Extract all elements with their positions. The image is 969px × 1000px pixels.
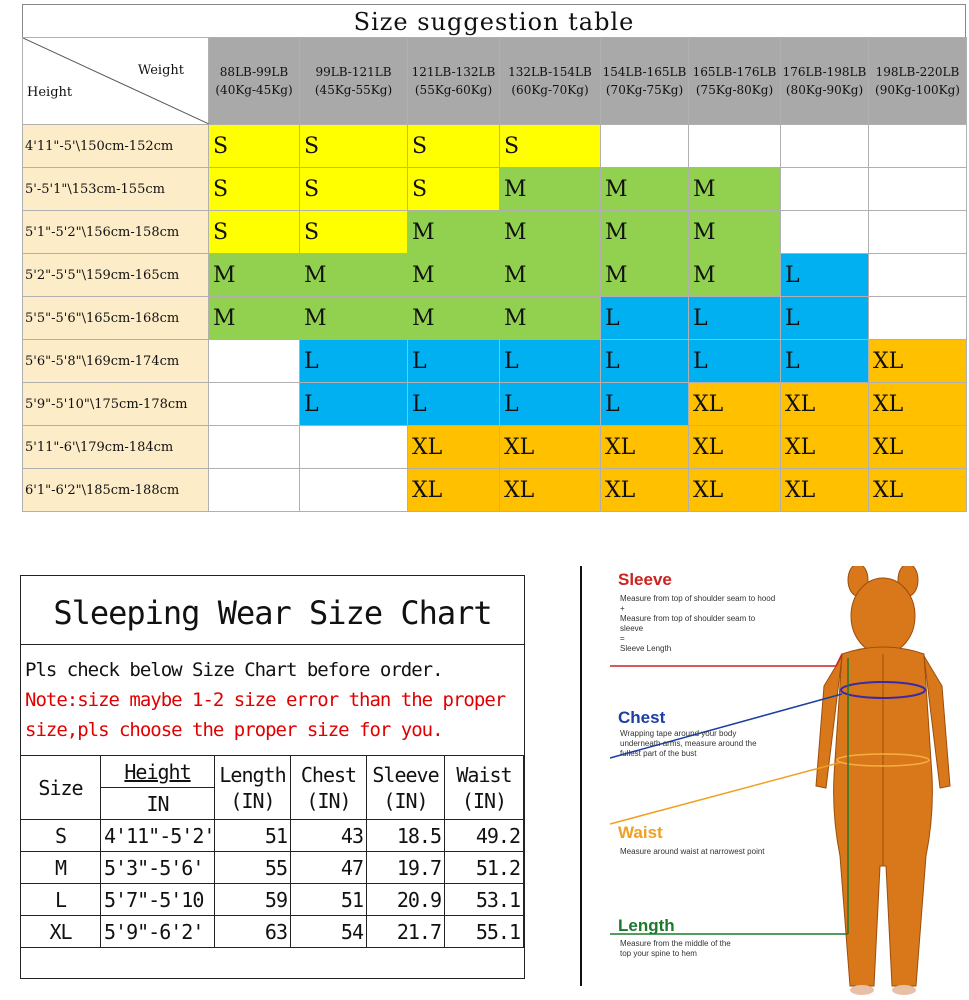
size-row: [23, 211, 967, 254]
error-note-line2: size,pls choose the proper size for you.: [25, 719, 443, 741]
empty-cell: [209, 340, 300, 383]
size-cell: L: [500, 340, 601, 383]
waist-column-header: Waist (IN): [445, 756, 524, 820]
height-cell: 4'11"-5'2': [101, 820, 215, 852]
sleeve-label: Sleeve: [618, 570, 672, 589]
size-cell: XL: [869, 340, 967, 383]
check-note: Pls check below Size Chart before order.: [25, 659, 443, 681]
size-cell: L: [408, 340, 500, 383]
corner-diagonal: [23, 38, 209, 124]
size-row: [23, 383, 967, 426]
size-cell: XL: [408, 426, 500, 469]
size-cell: L: [300, 383, 408, 426]
empty-cell: [869, 297, 967, 340]
size-cell: S: [300, 125, 408, 168]
height-range-cell: 5'11"-6'\179cm-184cm: [23, 426, 209, 469]
chart-title: Sleeping Wear Size Chart: [21, 576, 524, 645]
size-cell: L: [781, 340, 869, 383]
length-column-header: Length (IN): [215, 756, 291, 820]
size-cell: M: [300, 254, 408, 297]
height-cell: 5'9"-6'2': [101, 916, 215, 948]
empty-cell: [869, 168, 967, 211]
length-label: Length: [618, 916, 675, 935]
sleeve-column-header: Sleeve (IN): [367, 756, 445, 820]
size-cell: XL: [869, 469, 967, 512]
size-cell: S: [500, 125, 601, 168]
size-cell: S: [209, 168, 300, 211]
height-cell: 5'3"-5'6': [101, 852, 215, 884]
size-cell: L: [601, 297, 689, 340]
chest-cell: 47: [291, 852, 367, 884]
size-cell: S: [21, 820, 101, 852]
size-cell: S: [408, 125, 500, 168]
empty-cell: [300, 469, 408, 512]
height-cell: 5'7"-5'10: [101, 884, 215, 916]
error-note-line1: Note:size maybe 1-2 size error than the proper: [25, 689, 506, 711]
empty-cell: [781, 168, 869, 211]
weight-header: 132LB-154LB (60Kg-70Kg): [500, 38, 601, 125]
empty-cell: [869, 125, 967, 168]
weight-header: 99LB-121LB (45Kg-55Kg): [300, 38, 408, 125]
table-row: [21, 916, 524, 948]
size-cell: L: [21, 884, 101, 916]
waist-description: Measure around waist at narrowest point: [620, 847, 765, 856]
empty-cell: [209, 469, 300, 512]
size-cell: S: [300, 168, 408, 211]
size-cell: XL: [869, 426, 967, 469]
size-cell: L: [601, 340, 689, 383]
size-row: [23, 426, 967, 469]
size-cell: M: [21, 852, 101, 884]
empty-cell: [869, 254, 967, 297]
weight-header: 154LB-165LB (70Kg-75Kg): [601, 38, 689, 125]
empty-cell: [601, 125, 689, 168]
length-description: Measure from the middle of the top your spine to hem: [620, 939, 731, 958]
size-cell: XL: [408, 469, 500, 512]
table-row: [21, 820, 524, 852]
chest-column-header: Chest (IN): [291, 756, 367, 820]
height-unit-header: IN: [101, 788, 215, 820]
table-title: Size suggestion table: [22, 4, 966, 37]
measurement-table: [20, 755, 524, 948]
size-cell: M: [500, 297, 601, 340]
size-cell: M: [500, 254, 601, 297]
weight-header: 198LB-220LB (90Kg-100Kg): [869, 38, 967, 125]
size-cell: XL: [781, 383, 869, 426]
size-cell: M: [209, 297, 300, 340]
size-cell: XL: [500, 469, 601, 512]
empty-cell: [781, 125, 869, 168]
empty-cell: [869, 211, 967, 254]
waist-cell: 55.1: [445, 916, 524, 948]
height-range-cell: 5'1"-5'2"\156cm-158cm: [23, 211, 209, 254]
size-cell: L: [300, 340, 408, 383]
size-cell: S: [209, 211, 300, 254]
table-corner-header: [23, 38, 209, 125]
size-cell: L: [500, 383, 601, 426]
empty-cell: [209, 383, 300, 426]
size-cell: M: [500, 168, 601, 211]
size-cell: M: [408, 211, 500, 254]
chest-cell: 43: [291, 820, 367, 852]
length-cell: 51: [215, 820, 291, 852]
length-cell: 63: [215, 916, 291, 948]
height-range-cell: 5'5"-5'6"\165cm-168cm: [23, 297, 209, 340]
length-cell: 55: [215, 852, 291, 884]
size-suggestion-table: [22, 4, 966, 512]
size-cell: S: [408, 168, 500, 211]
weight-header: 121LB-132LB (55Kg-60Kg): [408, 38, 500, 125]
size-cell: S: [209, 125, 300, 168]
size-cell: M: [601, 254, 689, 297]
weight-axis-label: Weight: [137, 63, 184, 78]
size-cell: M: [300, 297, 408, 340]
height-range-cell: 5'2"-5'5"\159cm-165cm: [23, 254, 209, 297]
weight-header: 165LB-176LB (75Kg-80Kg): [689, 38, 781, 125]
sleeve-description: Measure from top of shoulder seam to hood + Measure from top of shoulder seam to sleeve = Sleeve Length: [620, 594, 776, 653]
chest-cell: 51: [291, 884, 367, 916]
chest-label: Chest: [618, 708, 666, 727]
weight-header: 88LB-99LB (40Kg-45Kg): [209, 38, 300, 125]
chest-description: Wrapping tape around your body underneath arms, measure around the fullest part of the bust: [620, 729, 757, 758]
size-cell: XL: [781, 426, 869, 469]
table-row: [21, 884, 524, 916]
height-column-header: Height: [101, 756, 215, 788]
waist-cell: 53.1: [445, 884, 524, 916]
empty-cell: [300, 426, 408, 469]
waist-label: Waist: [618, 823, 663, 842]
size-row: [23, 168, 967, 211]
height-range-cell: 5'-5'1"\153cm-155cm: [23, 168, 209, 211]
size-cell: M: [601, 168, 689, 211]
empty-cell: [689, 125, 781, 168]
empty-cell: [781, 211, 869, 254]
size-cell: S: [300, 211, 408, 254]
size-cell: XL: [21, 916, 101, 948]
sleeve-cell: 21.7: [367, 916, 445, 948]
table-row: [21, 852, 524, 884]
height-axis-label: Height: [27, 85, 73, 100]
size-cell: XL: [601, 469, 689, 512]
size-cell: M: [408, 297, 500, 340]
size-cell: L: [408, 383, 500, 426]
size-column-header: Size: [21, 756, 101, 820]
size-cell: M: [689, 254, 781, 297]
size-cell: XL: [689, 383, 781, 426]
size-cell: XL: [781, 469, 869, 512]
size-cell: XL: [601, 426, 689, 469]
height-range-cell: 6'1"-6'2"\185cm-188cm: [23, 469, 209, 512]
size-cell: M: [689, 211, 781, 254]
height-range-cell: 5'6"-5'8"\169cm-174cm: [23, 340, 209, 383]
size-cell: XL: [689, 469, 781, 512]
size-row: [23, 297, 967, 340]
sleeve-cell: 19.7: [367, 852, 445, 884]
size-cell: M: [209, 254, 300, 297]
sleeping-wear-size-chart: [20, 575, 525, 979]
weight-header: 176LB-198LB (80Kg-90Kg): [781, 38, 869, 125]
size-cell: M: [689, 168, 781, 211]
size-cell: XL: [689, 426, 781, 469]
size-row: [23, 254, 967, 297]
size-row: [23, 125, 967, 168]
size-cell: M: [408, 254, 500, 297]
waist-cell: 49.2: [445, 820, 524, 852]
chest-cell: 54: [291, 916, 367, 948]
size-cell: L: [689, 340, 781, 383]
height-range-cell: 5'9"-5'10"\175cm-178cm: [23, 383, 209, 426]
size-cell: L: [689, 297, 781, 340]
size-row: [23, 340, 967, 383]
length-cell: 59: [215, 884, 291, 916]
sleeve-cell: 18.5: [367, 820, 445, 852]
size-cell: L: [601, 383, 689, 426]
size-cell: M: [601, 211, 689, 254]
size-cell: L: [781, 297, 869, 340]
size-row: [23, 469, 967, 512]
measurement-guide: [580, 566, 968, 1000]
height-range-cell: 4'11"-5'\150cm-152cm: [23, 125, 209, 168]
size-cell: M: [500, 211, 601, 254]
size-cell: XL: [500, 426, 601, 469]
size-cell: XL: [869, 383, 967, 426]
size-grid: [22, 37, 967, 512]
size-cell: L: [781, 254, 869, 297]
empty-cell: [209, 426, 300, 469]
waist-cell: 51.2: [445, 852, 524, 884]
sleeve-cell: 20.9: [367, 884, 445, 916]
